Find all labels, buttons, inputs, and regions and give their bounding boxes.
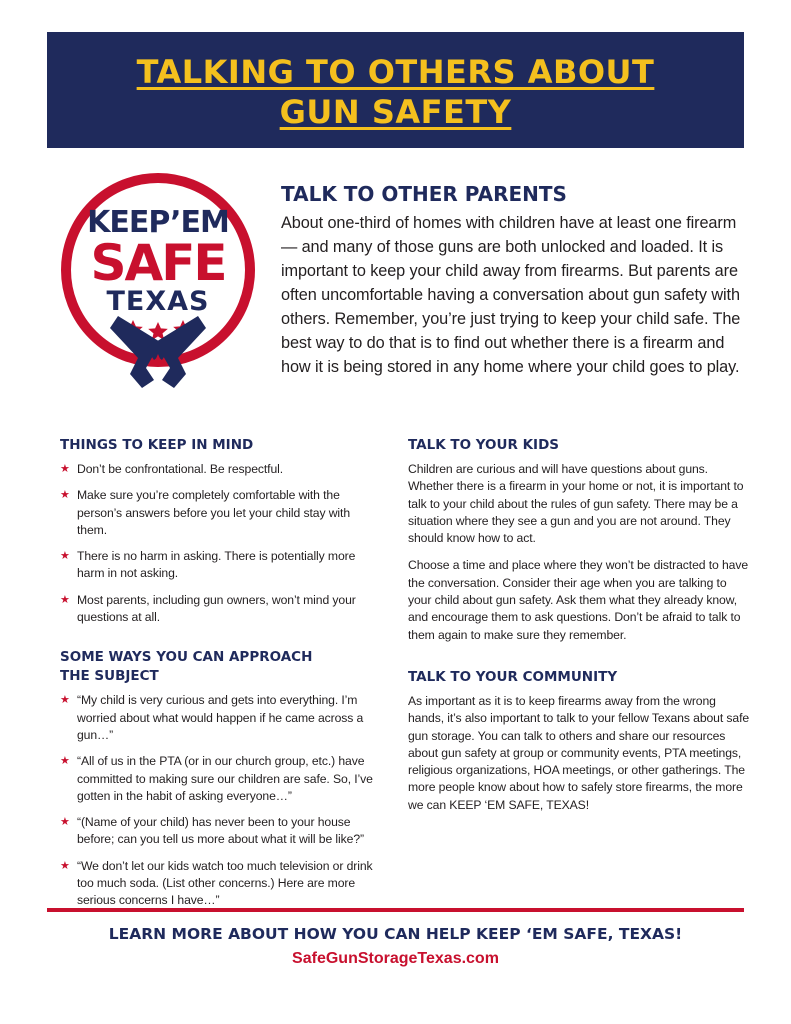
star-bullet-icon: ★ xyxy=(60,755,70,768)
keep-in-mind-list xyxy=(60,461,378,626)
list-item: ★ “We don’t let our kids watch too much television or drink too much soda. (List other concerns.) Here are more serious concerns I have…” xyxy=(60,858,373,908)
intro-section xyxy=(281,181,751,379)
keep-in-mind-heading: THINGS TO KEEP IN MIND xyxy=(60,437,254,453)
title-line-2: GUN SAFETY xyxy=(279,93,512,131)
star-bullet-icon: ★ xyxy=(60,816,70,829)
footer-divider xyxy=(47,908,744,912)
list-item: ★ Make sure you’re completely comfortable with the person’s answers before you let your child stay with them. xyxy=(60,488,350,537)
intro-heading: TALK TO OTHER PARENTS xyxy=(281,182,567,206)
logo-text-safe: SAFE xyxy=(90,234,226,292)
approach-heading-line-2: THE SUBJECT xyxy=(60,668,159,685)
star-bullet-icon: ★ xyxy=(60,463,70,475)
star-bullet-icon: ★ xyxy=(60,593,70,606)
list-item: ★ “(Name of your child) has never been to your house before; can you tell us more about what it will be like?” xyxy=(60,815,364,847)
logo-text-keep-em: KEEP’EM xyxy=(87,205,229,240)
title-banner xyxy=(47,32,744,148)
community-paragraph: As important as it is to keep firearms away from the wrong hands, it’s also important to talk to your fellow Texans about safe gun storage. You can talk to others and share our resources about gun safety at group or community events, PTA meetings, religious organizations, HOA meetings, or other gatherings. The more people know about how to safely store firearms, the more we can KEEP ‘EM SAFE, TEXAS! xyxy=(408,693,750,812)
left-column xyxy=(60,436,378,919)
title-line-1: TALKING TO OTHERS ABOUT xyxy=(136,53,655,91)
right-column xyxy=(408,436,753,824)
kids-heading: TALK TO YOUR KIDS xyxy=(408,437,559,453)
intro-body: About one-third of homes with children have at least one firearm — and many of those guns are both unlocked and loaded. It is important to keep your child away from firearms. But parents are often uncomfortable having a conversation about gun safety with others. Remember, you’re just trying to keep your child safe. The best way to do that is to find out whether there is a firearm and how it is being stored in any home where your child goes to play. xyxy=(281,214,741,376)
list-item: ★ Most parents, including gun owners, won’t mind your questions at all. xyxy=(60,592,356,625)
keep-em-safe-texas-logo xyxy=(58,168,258,398)
community-heading: TALK TO YOUR COMMUNITY xyxy=(408,668,618,685)
approach-list xyxy=(60,692,378,909)
list-item: ★ Don’t be confrontational. Be respectful. xyxy=(60,461,378,478)
list-item: ★ There is no harm in asking. There is potentially more harm in not asking. xyxy=(60,549,356,581)
logo-text-texas: TEXAS xyxy=(106,286,210,317)
approach-heading-line-1: SOME WAYS YOU CAN APPROACH xyxy=(60,649,313,666)
list-item: ★ “All of us in the PTA (or in our church group, etc.) have committed to making sure our children are safe. So, I’ve gotten in the habit of asking everyone…” xyxy=(60,754,373,803)
star-bullet-icon: ★ xyxy=(60,859,70,872)
star-bullet-icon: ★ xyxy=(60,694,70,707)
list-item: ★ “My child is very curious and gets into everything. I’m worried about what would happen if he came across a gun…” xyxy=(60,693,364,742)
approach-heading xyxy=(60,648,378,686)
footer-cta: LEARN MORE ABOUT HOW YOU CAN HELP KEEP ‘EM SAFE, TEXAS! xyxy=(108,925,683,943)
kids-paragraph-2: Choose a time and place where they won’t be distracted to have the conversation. Consider their age when you are talking to your child about gun safety. Ask them what they already know, and encourage them to ask questions. Don’t be afraid to talk to them again to make sure they remember. xyxy=(408,558,748,642)
star-bullet-icon: ★ xyxy=(60,489,70,502)
star-bullet-icon: ★ xyxy=(60,550,70,563)
footer-website-link[interactable]: SafeGunStorageTexas.com xyxy=(292,950,499,967)
kids-paragraph-1: Children are curious and will have questions about guns. Whether there is a firearm in your home or not, it is important to talk to your child about the rules of gun safety. There may be a situation where they see a gun and you are not around. They should know how to act. xyxy=(408,462,744,546)
